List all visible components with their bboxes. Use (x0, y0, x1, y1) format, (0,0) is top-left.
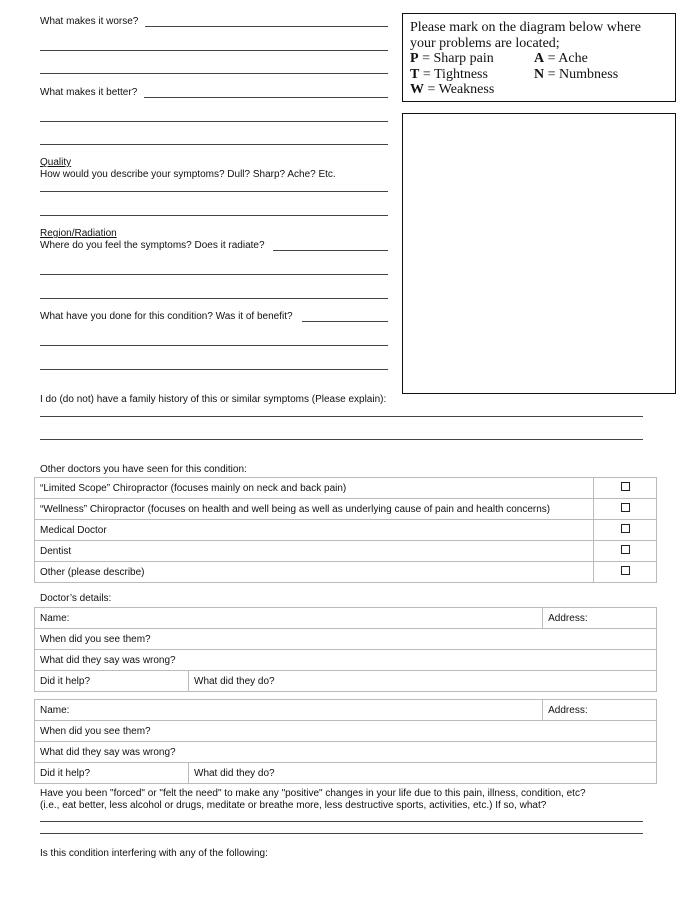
table-row (35, 700, 657, 721)
checkbox-limited-scope[interactable] (594, 478, 657, 499)
done-question: What have you done for this condition? Was it of benefit? (40, 311, 293, 322)
checkbox-medical-doctor[interactable] (594, 520, 657, 541)
table-row (35, 671, 657, 692)
region-answer-line[interactable] (40, 274, 388, 275)
checkbox-icon[interactable] (621, 482, 630, 491)
forced-changes-examples: (i.e., eat better, less alcohol or drugs, meditate or breathe more, less destructive sports, activities, etc.) If so, what? (40, 800, 547, 811)
forced-changes-question: Have you been "forced" or "felt the need" to make any "positive" changes in your life due to this pain, illness, condition, etc? (40, 788, 586, 799)
checkbox-icon[interactable] (621, 566, 630, 575)
table-row (35, 763, 657, 784)
table-row (35, 478, 657, 499)
other-doctors-table (34, 477, 657, 583)
region-question: Where do you feel the symptoms? Does it radiate? (40, 240, 265, 251)
when-seen-field[interactable]: When did you see them? (35, 629, 657, 650)
legend-tightness: T = Tightness (410, 66, 488, 82)
table-row (35, 742, 657, 763)
doctor-type-other: Other (please describe) (35, 562, 594, 583)
done-answer-line[interactable] (40, 345, 388, 346)
table-row (35, 721, 657, 742)
forced-changes-line[interactable] (40, 833, 643, 834)
worse-question: What makes it worse? (40, 16, 139, 27)
checkbox-other[interactable] (594, 562, 657, 583)
when-seen-field[interactable]: When did you see them? (35, 721, 657, 742)
legend-numbness: N = Numbness (534, 66, 619, 82)
doctor-type-medical: Medical Doctor (35, 520, 594, 541)
legend-weakness: W = Weakness (410, 82, 495, 97)
legend-sharp-pain: P = Sharp pain (410, 51, 494, 66)
address-field[interactable]: Address: (543, 700, 657, 721)
other-doctors-title: Other doctors you have seen for this condition: (40, 464, 247, 475)
doctor-type-limited-scope: “Limited Scope” Chiropractor (focuses mainly on neck and back pain) (35, 478, 594, 499)
diagram-instruction-box (402, 13, 676, 102)
did-it-help-field[interactable]: Did it help? (35, 671, 189, 692)
table-row (35, 541, 657, 562)
diagram-instruction: Please mark on the diagram below where your problems are located; (410, 20, 641, 51)
diagnosis-field[interactable]: What did they say was wrong? (35, 650, 657, 671)
checkbox-icon[interactable] (621, 524, 630, 533)
family-history-line[interactable] (40, 439, 643, 440)
body-diagram-area[interactable] (402, 113, 676, 394)
worse-answer-line[interactable] (145, 26, 388, 27)
treatment-field[interactable]: What did they do? (189, 671, 657, 692)
table-row (35, 499, 657, 520)
quality-answer-line[interactable] (40, 215, 388, 216)
table-row (35, 520, 657, 541)
pain-legend (410, 51, 668, 98)
region-answer-line[interactable] (40, 298, 388, 299)
quality-answer-line[interactable] (40, 191, 388, 192)
doctor-type-dentist: Dentist (35, 541, 594, 562)
doctor-details-table-2 (34, 699, 657, 784)
region-heading: Region/Radiation (40, 228, 117, 239)
better-answer-line[interactable] (40, 121, 388, 122)
interfering-question: Is this condition interfering with any of the following: (40, 848, 268, 859)
quality-heading: Quality (40, 157, 72, 168)
name-field[interactable]: Name: (35, 608, 543, 629)
address-field[interactable]: Address: (543, 608, 657, 629)
legend-ache: A = Ache (534, 51, 588, 66)
table-row (35, 650, 657, 671)
quality-question: How would you describe your symptoms? Dull? Sharp? Ache? Etc. (40, 169, 336, 180)
better-answer-line[interactable] (144, 97, 388, 98)
checkbox-icon[interactable] (621, 545, 630, 554)
table-row (35, 608, 657, 629)
better-question: What makes it better? (40, 87, 138, 98)
checkbox-dentist[interactable] (594, 541, 657, 562)
did-it-help-field[interactable]: Did it help? (35, 763, 189, 784)
better-answer-line[interactable] (40, 144, 388, 145)
checkbox-icon[interactable] (621, 503, 630, 512)
family-history-line[interactable] (40, 416, 643, 417)
worse-answer-line[interactable] (40, 50, 388, 51)
doctors-details-title: Doctor’s details: (40, 593, 112, 604)
forced-changes-line[interactable] (40, 821, 643, 822)
name-field[interactable]: Name: (35, 700, 543, 721)
table-row (35, 562, 657, 583)
diagnosis-field[interactable]: What did they say was wrong? (35, 742, 657, 763)
checkbox-wellness[interactable] (594, 499, 657, 520)
doctor-details-table-1 (34, 607, 657, 692)
family-history-question: I do (do not) have a family history of this or similar symptoms (Please explain): (40, 394, 387, 405)
table-row (35, 629, 657, 650)
doctor-type-wellness: “Wellness” Chiropractor (focuses on health and well being as well as underlying cause of pain and health concerns) (35, 499, 594, 520)
done-answer-line[interactable] (40, 369, 388, 370)
treatment-field[interactable]: What did they do? (189, 763, 657, 784)
region-answer-line[interactable] (273, 250, 388, 251)
worse-answer-line[interactable] (40, 73, 388, 74)
done-answer-line[interactable] (302, 321, 388, 322)
